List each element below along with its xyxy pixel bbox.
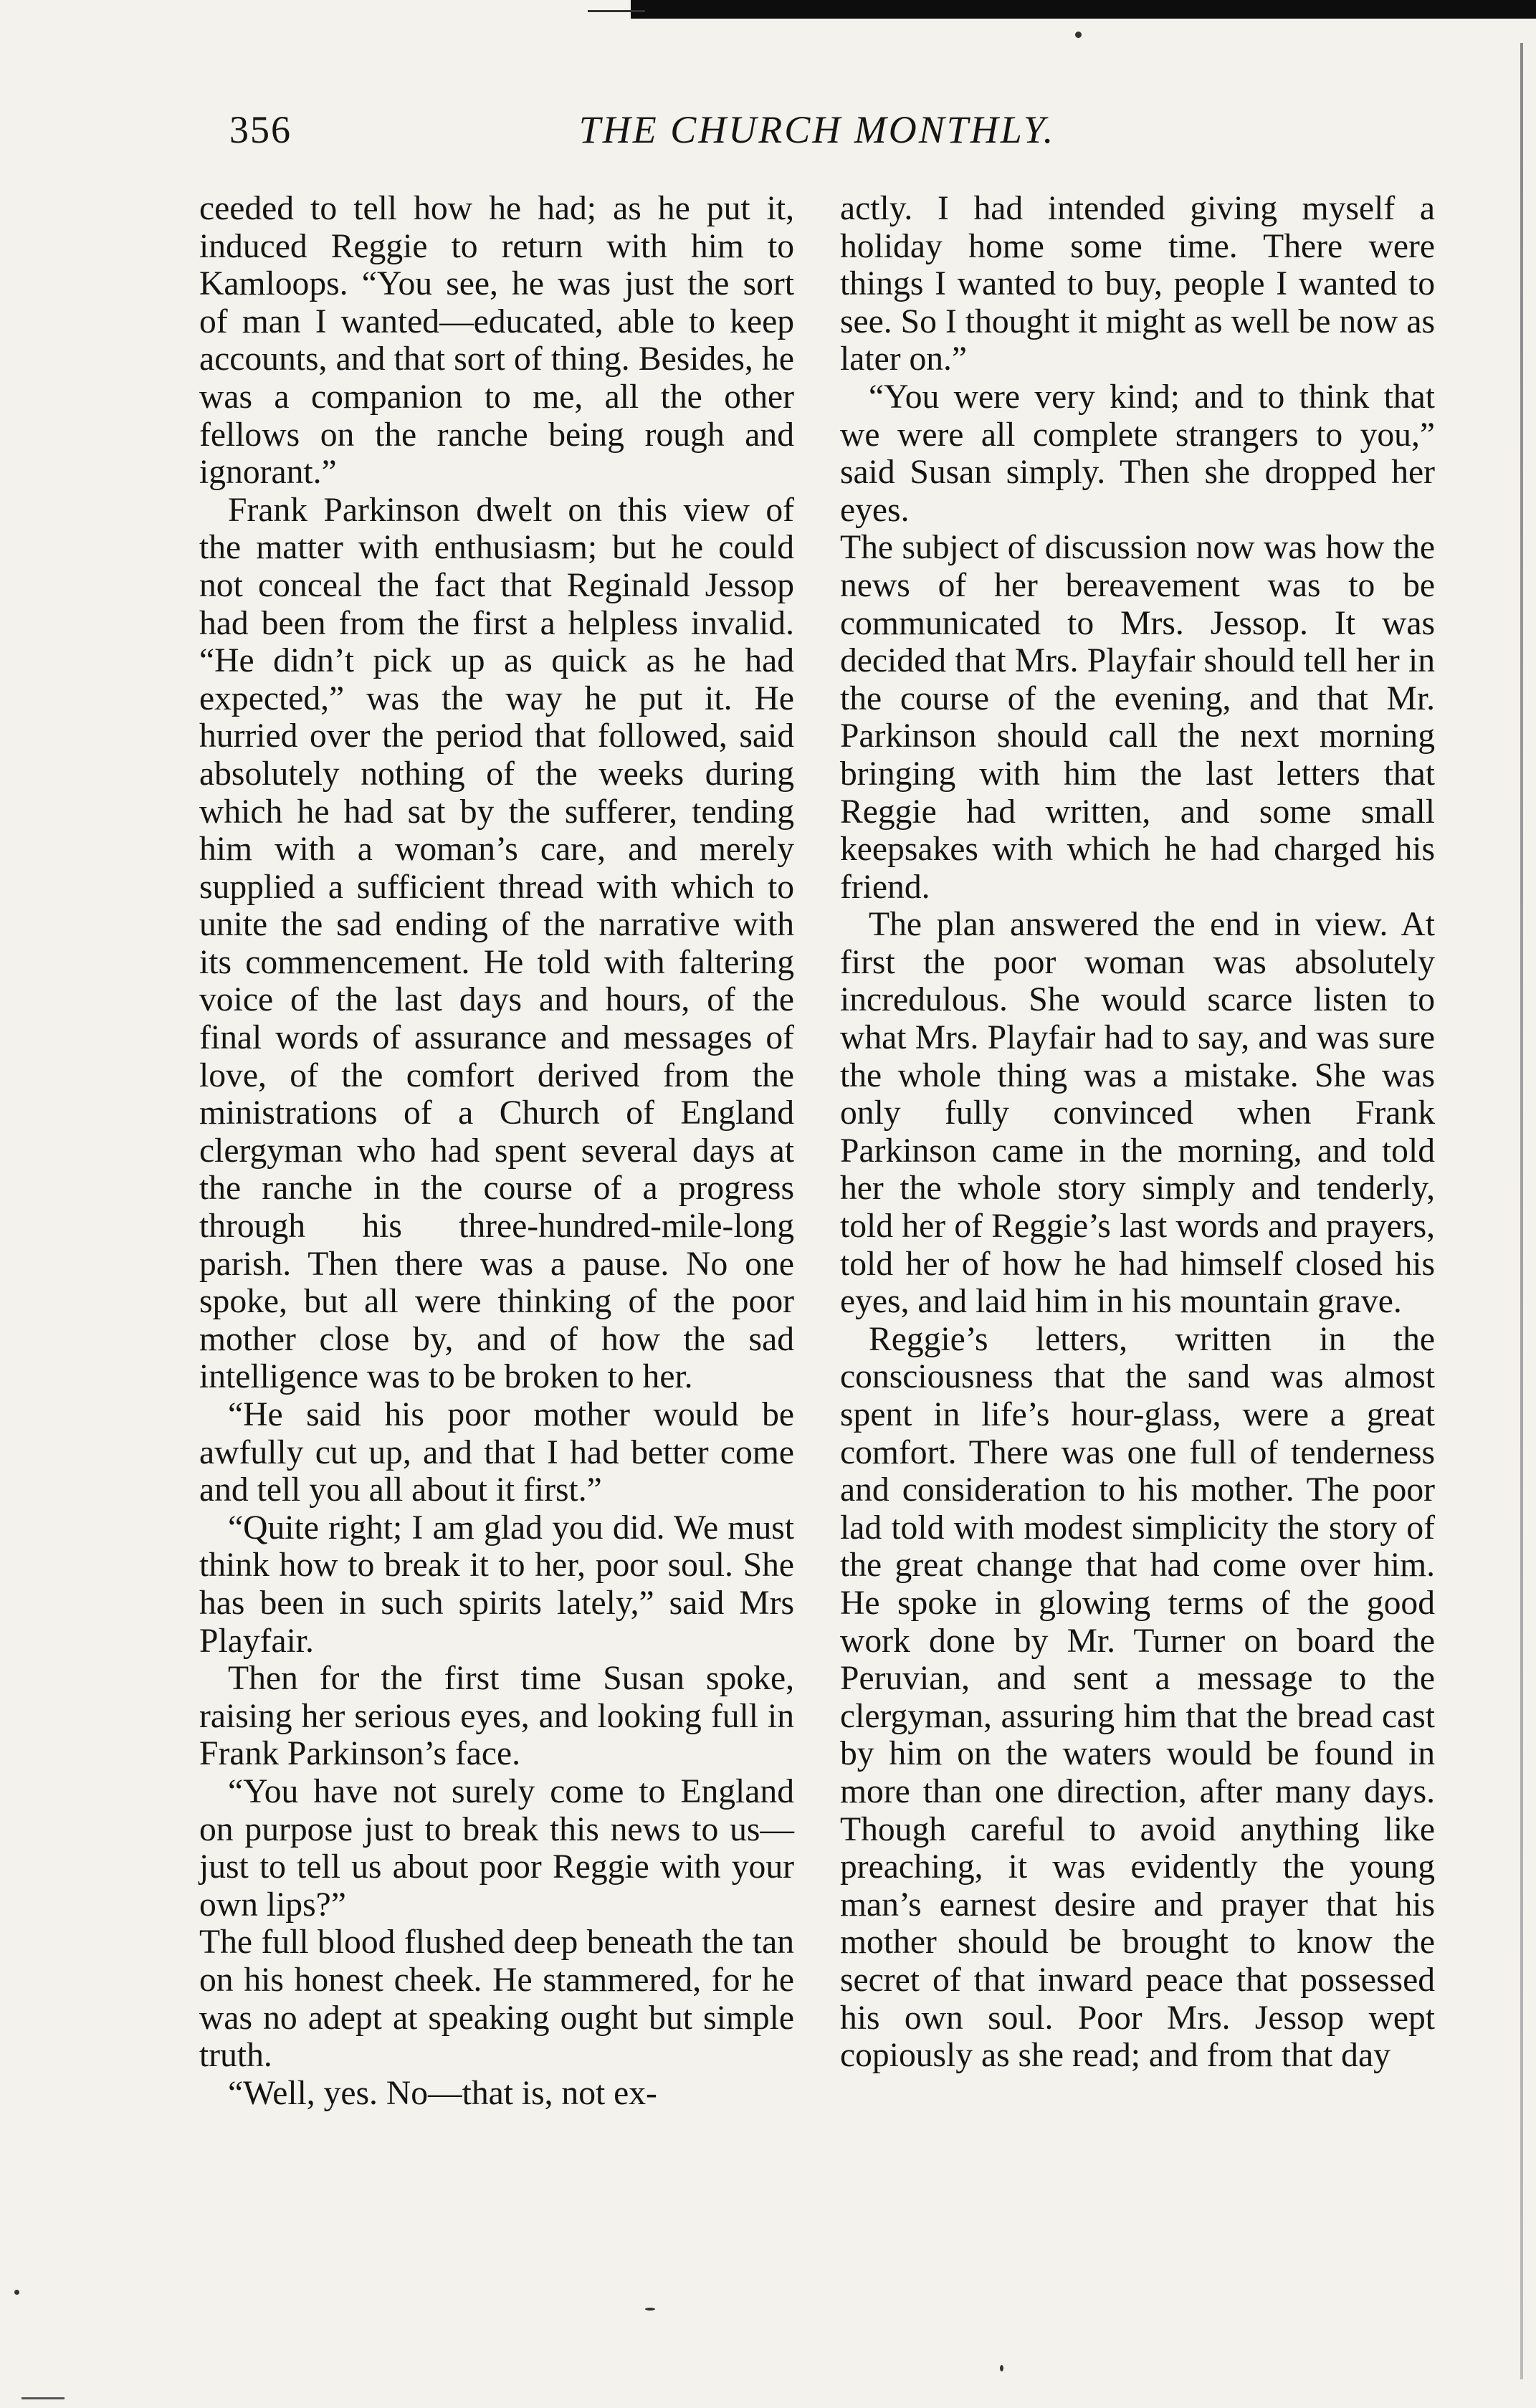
paragraph: The full blood flushed deep beneath the tan on his honest cheek. He stammered, for he was no adept at speaking ought but simple truth. bbox=[199, 1924, 794, 2075]
paragraph: “He said his poor mother would be awfully cut up, and that I had better come and tell you all about it first.” bbox=[199, 1396, 794, 1509]
ink-speck bbox=[645, 2308, 655, 2311]
left-column bbox=[199, 190, 794, 2112]
paragraph: ceeded to tell how he had; as he put it, induced Reggie to return with him to Kamloops. “You see, he was just the sort of man I wanted—educated, able to keep accounts, and that sort of thing. Besides, he was a companion to me, all the other fellows on the ranche being rough and ignorant.” bbox=[199, 190, 794, 492]
paragraph: “Well, yes. No—that is, not ex- bbox=[228, 2074, 657, 2112]
paragraph: “You were very kind; and to think that we were all complete strangers to you,” said Susan simply. Then she dropped her eyes. bbox=[840, 378, 1435, 529]
running-title: THE CHURCH MONTHLY. bbox=[578, 108, 1056, 151]
ink-speck bbox=[1075, 32, 1082, 38]
top-border-thin-rule bbox=[588, 10, 645, 12]
paragraph: “You have not surely come to England on purpose just to break this news to us—just to tell us about poor Reggie with your own lips?” bbox=[199, 1772, 794, 1924]
ink-speck bbox=[14, 2290, 19, 2295]
paragraph: actly. I had intended giving myself a holiday home some time. There were things I wanted to buy, people I wanted to see. So I thought it might as well be now as later on.” bbox=[840, 190, 1435, 378]
page-number: 356 bbox=[229, 108, 292, 151]
paragraph: “Quite right; I am glad you did. We must think how to break it to her, poor soul. She has been in such spirits lately,” said Mrs Playfair. bbox=[199, 1509, 794, 1660]
paragraph: Frank Parkinson dwelt on this view of the matter with enthusiasm; but he could not conceal the fact that Reginald Jessop had been from the first a helpless invalid. “He didn’t pick up as quick as he had expected,” was the way he put it. He hurried over the period that followed, said absolutely nothing of the weeks during which he had sat by the sufferer, tending him with a woman’s care, and merely supplied a sufficient thread with which to unite the sad ending of the narrative with its commencement. He told with faltering voice of the last days and hours, of the final words of assurance and messages of love, of the comfort derived from the ministrations of a Church of England clergyman who had spent several days at the ranche in the course of a progress through his three-hundred-mile-long parish. Then there was a pause. No one spoke, but all were thinking of the poor mother close by, and of how the sad intelligence was to be broken to her. bbox=[199, 491, 794, 1396]
paragraph: The plan answered the end in view. At first the poor woman was absolutely incredulous. She would scarce listen to what Mrs. Playfair had to say, and was sure the whole thing was a mistake. She was only fully convinced when Frank Parkinson came in the morning, and told her the whole story simply and tenderly, told her of Reggie’s last words and prayers, told her of how he had himself closed his eyes, and laid him in his mountain grave. bbox=[840, 906, 1435, 1321]
page-edge-shadow bbox=[1520, 43, 1523, 2379]
paragraph: Then for the first time Susan spoke, raising her serious eyes, and looking full in Frank Parkinson’s face. bbox=[199, 1660, 794, 1773]
right-column bbox=[840, 190, 1435, 2075]
ink-speck bbox=[1000, 2365, 1003, 2371]
page-header bbox=[194, 100, 1441, 165]
ink-speck bbox=[22, 2397, 65, 2399]
paragraph: The subject of discussion now was how the news of her bereavement was to be communicated to Mrs. Jessop. It was decided that Mrs. Playfair should tell her in the course of the evening, and that Mr. Parkinson should call the next morning bringing with him the last letters that Reggie had written, and some small keepsakes with which he had charged his friend. bbox=[840, 529, 1435, 906]
paragraph: Reggie’s letters, written in the consciousness that the sand was almost spent in life’s hour-glass, were a great comfort. There was one full of tenderness and consideration to his mother. The poor lad told with modest simplicity the story of the great change that had come over him. He spoke in glowing terms of the good work done by Mr. Turner on board the Peruvian, and sent a message to the clergyman, assuring him that the bread cast by him on the waters would be found in more than one direction, after many days. Though careful to avoid anything like preaching, it was evidently the young man’s earnest desire and prayer that his mother should be brought to know the secret of that inward peace that possessed his own soul. Poor Mrs. Jessop wept copiously as she read; and from that day bbox=[840, 1320, 1435, 2075]
top-border-rule bbox=[631, 0, 1536, 19]
